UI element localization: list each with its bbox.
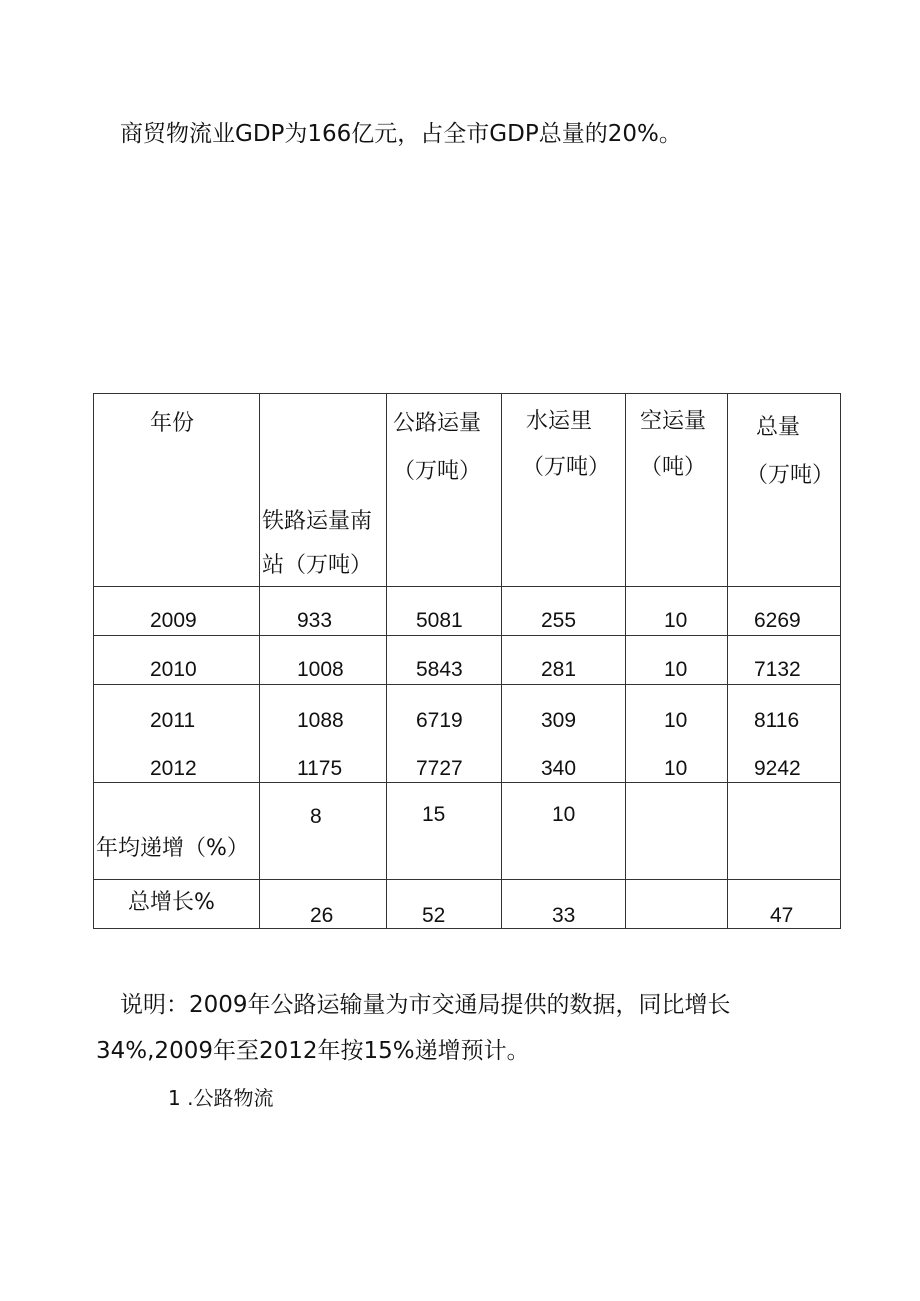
total-growth-water: 33	[552, 904, 576, 927]
header-total-line1: 总量	[756, 415, 801, 440]
row-water: 281	[541, 658, 577, 681]
header-air-line2: （吨）	[640, 455, 707, 480]
avg-growth-row	[94, 783, 841, 880]
header-air-line1: 空运量	[640, 409, 707, 434]
avg-growth-water: 10	[552, 803, 576, 826]
total-growth-total: 47	[770, 904, 794, 927]
note-line-1: 说明：2009年公路运输量为市交通局提供的数据，同比增长	[120, 992, 731, 1018]
total-growth-road: 52	[422, 904, 446, 927]
header-rail-line1: 铁路运量南	[262, 509, 373, 534]
row-air: 10	[664, 757, 688, 780]
row-air: 10	[664, 609, 688, 632]
avg-growth-rail: 8	[310, 805, 322, 828]
avg-growth-road: 15	[422, 803, 446, 826]
row-total: 9242	[754, 757, 801, 780]
header-year-label: 年份	[150, 411, 195, 436]
row-rail: 1175	[297, 757, 343, 780]
table-row	[94, 636, 841, 685]
row-year: 2011	[150, 709, 196, 732]
header-water-line1: 水运里	[526, 409, 593, 434]
table-row	[94, 587, 841, 636]
row-road: 7727	[416, 757, 463, 780]
row-total: 7132	[754, 658, 801, 681]
row-rail: 1008	[297, 658, 344, 681]
row-air: 10	[664, 658, 688, 681]
row-rail: 933	[297, 609, 333, 632]
header-total	[728, 394, 841, 587]
table-row-pair	[94, 685, 841, 783]
header-water	[502, 394, 626, 587]
header-road-line1: 公路运量	[393, 411, 482, 436]
intro-paragraph: 商贸物流业GDP为166亿元，占全市GDP总量的20%。	[120, 121, 682, 147]
logistics-volume-table	[93, 393, 841, 929]
row-total: 6269	[754, 609, 801, 632]
header-rail-line2: 站（万吨）	[262, 553, 373, 578]
row-year: 2010	[150, 658, 197, 681]
total-growth-label: 总增长%	[128, 890, 215, 915]
row-road: 5081	[416, 609, 463, 632]
row-water: 255	[541, 609, 577, 632]
section-heading: 1 .公路物流	[168, 1086, 274, 1110]
header-total-line2: （万吨）	[746, 463, 835, 488]
table-header-row	[94, 394, 841, 587]
row-year: 2012	[150, 757, 197, 780]
total-growth-rail: 26	[310, 904, 334, 927]
row-air: 10	[664, 709, 688, 732]
row-rail: 1088	[297, 709, 344, 732]
note-line-2: 34%,2009年至2012年按15%递增预计。	[96, 1038, 530, 1064]
row-road: 6719	[416, 709, 463, 732]
avg-growth-label: 年均递增（%）	[96, 836, 249, 861]
row-year: 2009	[150, 609, 197, 632]
row-water: 340	[541, 757, 577, 780]
header-air	[626, 394, 728, 587]
row-road: 5843	[416, 658, 463, 681]
header-year	[94, 394, 260, 587]
header-water-line2: （万吨）	[522, 455, 611, 480]
row-water: 309	[541, 709, 577, 732]
header-rail	[260, 394, 387, 587]
header-road-line2: （万吨）	[393, 459, 482, 484]
total-growth-row	[94, 880, 841, 929]
header-road	[387, 394, 502, 587]
row-total: 8116	[754, 709, 800, 732]
